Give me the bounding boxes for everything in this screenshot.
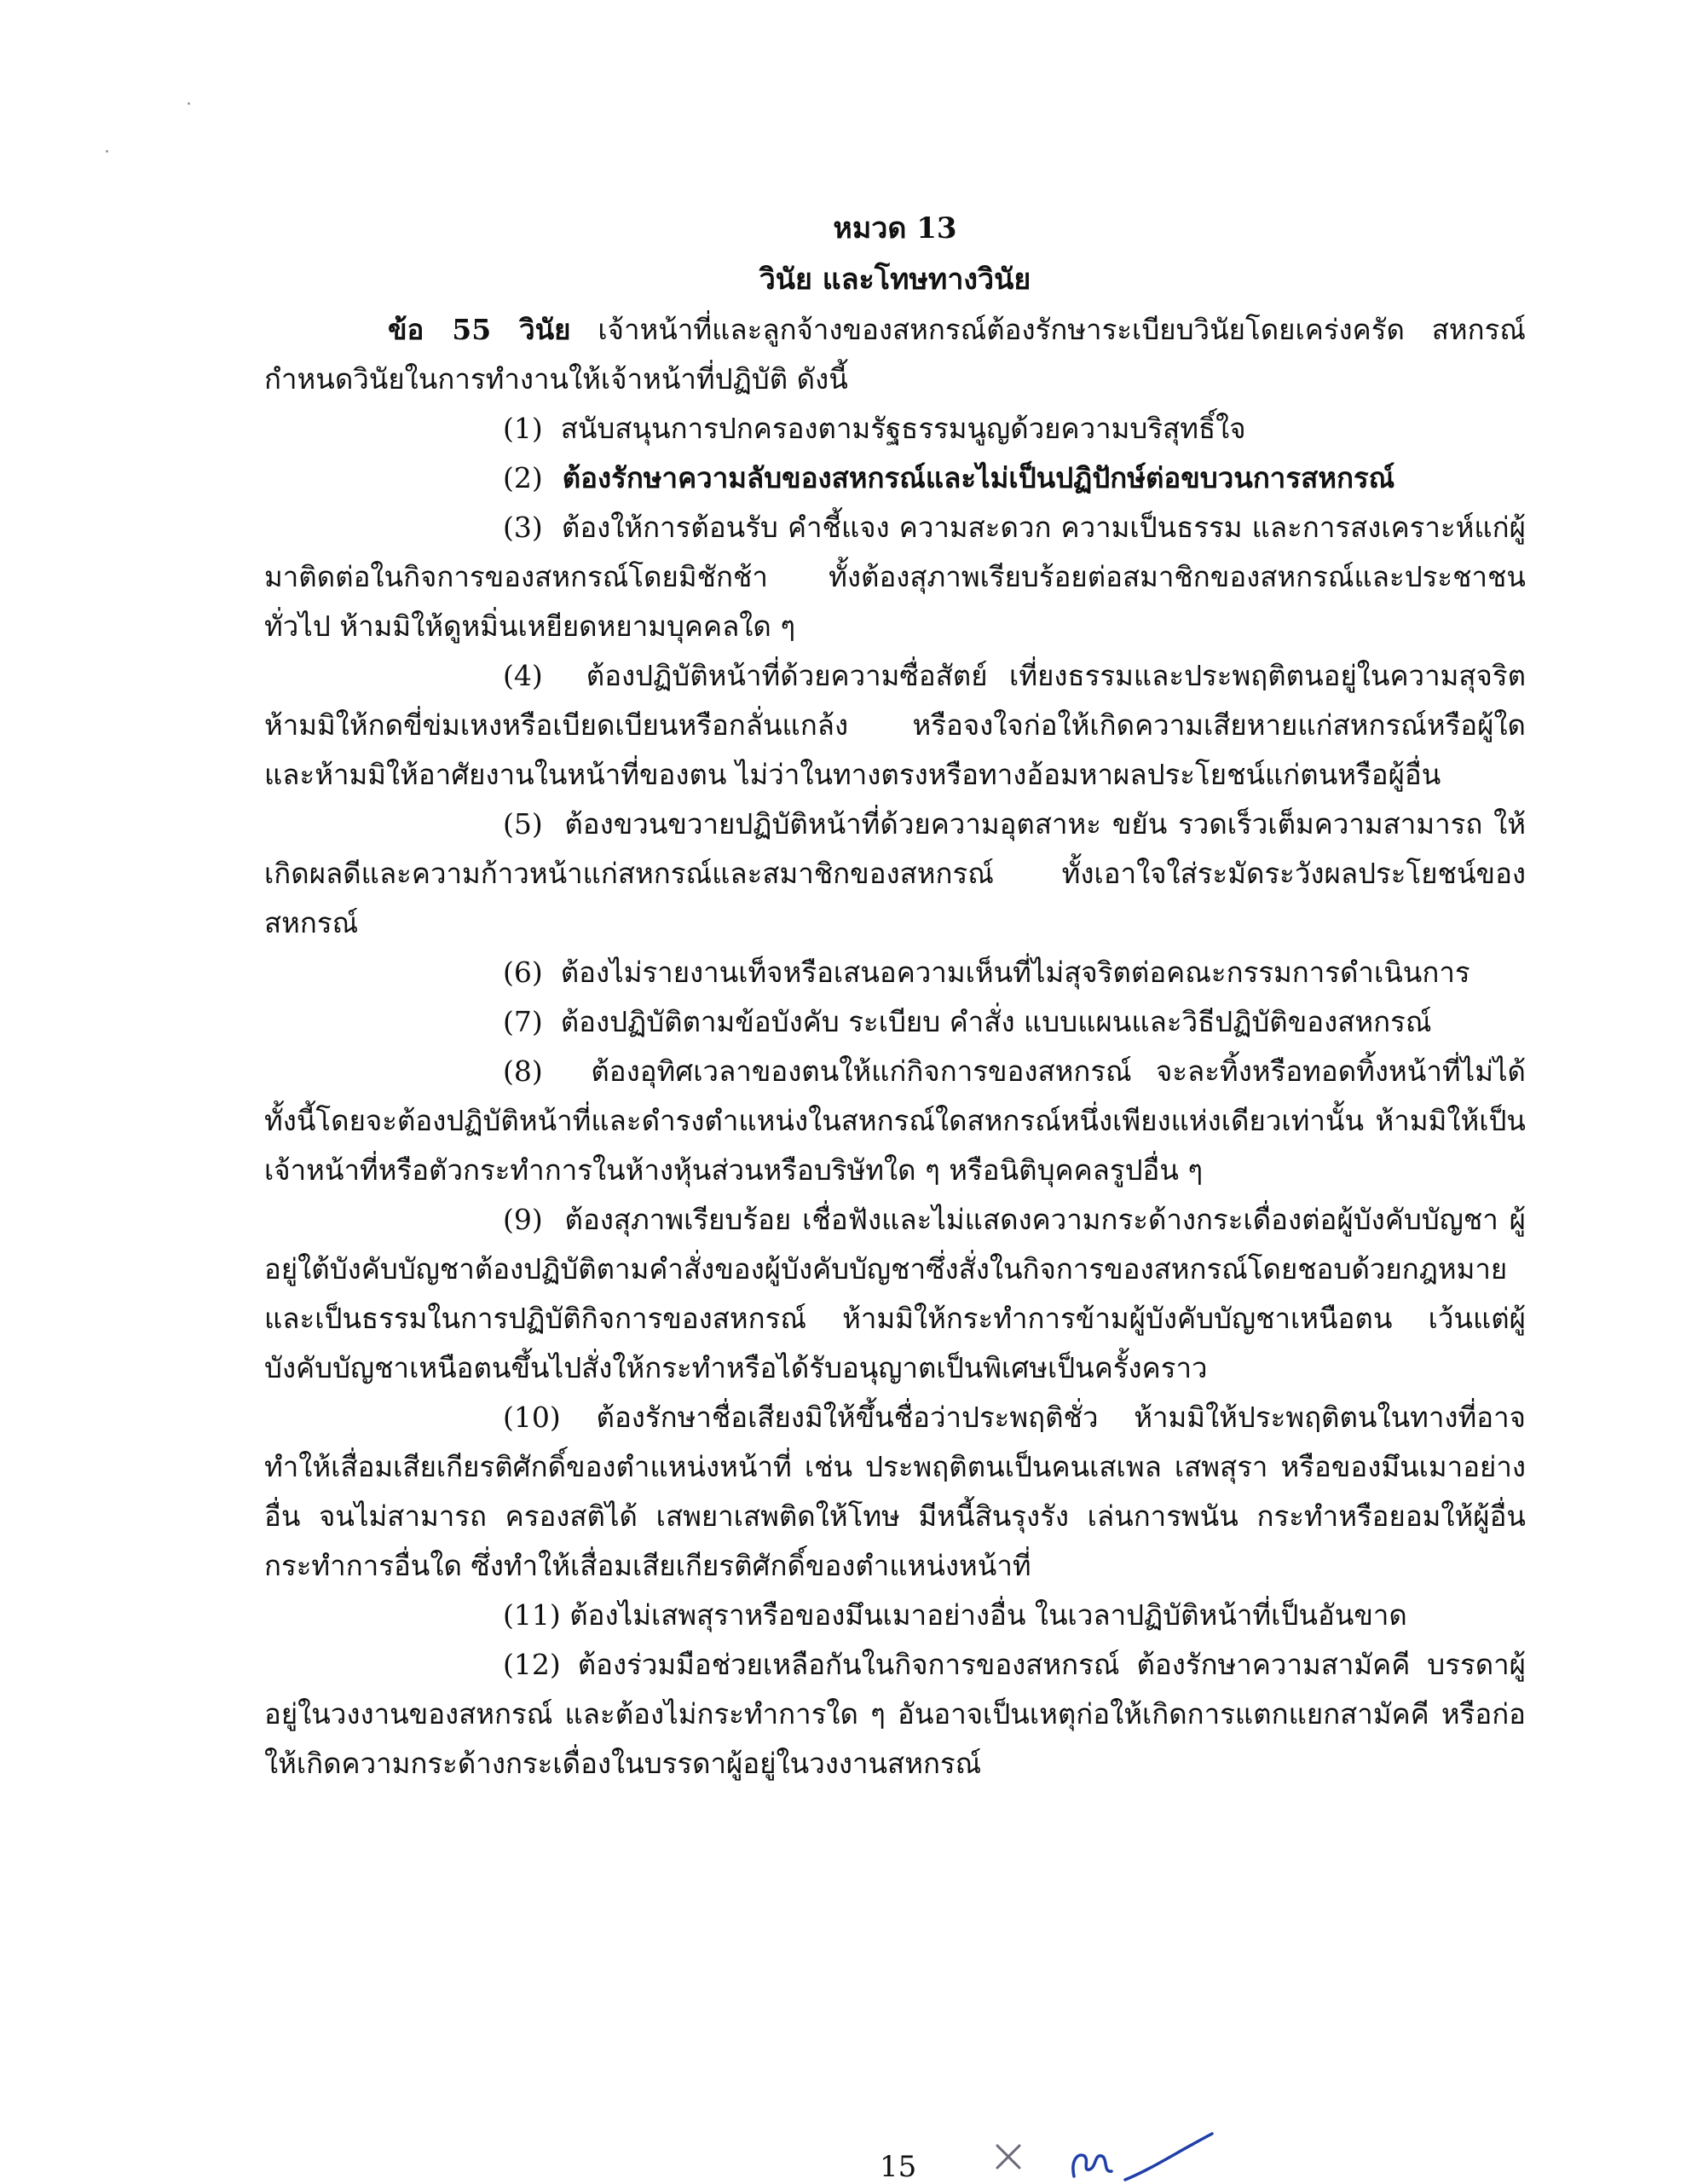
article-intro-text: เจ้าหน้าที่และลูกจ้างของสหกรณ์ต้องรักษาระเบียบวินัยโดยเคร่งครัด สหกรณ์กำหนดวินัยในการทำงานให้เจ้าหน้าที่ปฏิบัติ ดังนี้	[264, 313, 1526, 396]
item-number: (5)	[503, 807, 543, 841]
list-item	[264, 1393, 1526, 1591]
item-text: ต้องสุภาพเรียบร้อย เชื่อฟังและไม่แสดงความกระด้างกระเดื่องต่อผู้บังคับบัญชา ผู้อยู่ใต้บังคับบัญชาต้องปฏิบัติตามคำสั่งของผู้บังคับบัญชาซึ่งสั่งในกิจการของสหกรณ์โดยชอบด้วยกฎหมาย และเป็นธรรมในการปฏิบัติกิจการของสหกรณ์ ห้ามมิให้กระทำการข้ามผู้บังคับบัญชาเหนือตน เว้นแต่ผู้บังคับบัญชาเหนือตนขึ้นไปสั่งให้กระทำหรือได้รับอนุญาตเป็นพิเศษเป็นครั้งคราว	[264, 1203, 1526, 1384]
page-number: 15	[880, 2150, 917, 2184]
item-number: (12)	[503, 1648, 561, 1681]
list-item	[264, 1047, 1526, 1195]
list-item	[264, 404, 1526, 454]
scan-speck	[188, 102, 190, 105]
item-number: (1)	[503, 412, 543, 445]
list-item	[264, 503, 1526, 651]
list-item	[264, 651, 1526, 800]
list-item	[264, 800, 1526, 948]
list-item	[264, 1195, 1526, 1393]
article-heading: ข้อ 55 วินัย	[388, 313, 571, 346]
item-number: (3)	[503, 511, 543, 544]
chapter-title: วินัย และโทษทางวินัย	[759, 263, 1031, 297]
scan-speck	[106, 150, 108, 153]
list-item	[264, 948, 1526, 997]
item-text: ต้องรักษาความลับของสหกรณ์และไม่เป็นปฏิปักษ์ต่อขบวนการสหกรณ์	[562, 461, 1395, 494]
item-text: ต้องขวนขวายปฏิบัติหน้าที่ด้วยความอุตสาหะ ขยัน รวดเร็วเต็มความสามารถ ให้เกิดผลดีและความก้าวหน้าแก่สหกรณ์และสมาชิกของสหกรณ์ ทั้งเอาใจใส่ระมัดระวังผลประโยชน์ของสหกรณ์	[264, 807, 1526, 939]
item-number: (9)	[503, 1203, 543, 1236]
item-number: (10)	[503, 1401, 561, 1434]
item-text: ต้องรักษาชื่อเสียงมิให้ขึ้นชื่อว่าประพฤติชั่ว ห้ามมิให้ประพฤติตนในทางที่อาจทำให้เสื่อมเสียเกียรติศักดิ์ของตำแหน่งหน้าที่ เช่น ประพฤติตนเป็นคนเสเพล เสพสุรา หรือของมึนเมาอย่างอื่น จนไม่สามารถ ครองสติได้ เสพยาเสพติดให้โทษ มีหนี้สินรุงรัง เล่นการพนัน กระทำหรือยอมให้ผู้อื่นกระทำการอื่นใด ซึ่งทำให้เสื่อมเสียเกียรติศักดิ์ของตำแหน่งหน้าที่	[264, 1401, 1526, 1582]
chapter-number: หมวด 13	[833, 211, 957, 246]
item-text: ต้องไม่เสพสุราหรือของมึนเมาอย่างอื่น ในเวลาปฏิบัติหน้าที่เป็นอันขาด	[569, 1598, 1407, 1632]
item-text: ต้องปฏิบัติตามข้อบังคับ ระเบียบ คำสั่ง แบบแผนและวิธีปฏิบัติของสหกรณ์	[560, 1005, 1432, 1038]
item-text: ต้องร่วมมือช่วยเหลือกันในกิจการของสหกรณ์ ต้องรักษาความสามัคคี บรรดาผู้อยู่ในวงงานของสหกรณ์ และต้องไม่กระทำการใด ๆ อันอาจเป็นเหตุก่อให้เกิดการแตกแยกสามัคคี หรือก่อให้เกิดความกระด้างกระเดื่องในบรรดาผู้อยู่ในวงงานสหกรณ์	[264, 1648, 1526, 1780]
item-number: (7)	[503, 1005, 543, 1038]
item-number: (2)	[503, 461, 543, 494]
signature-mark	[989, 2127, 1244, 2182]
item-number: (6)	[503, 956, 543, 989]
item-number: (4)	[503, 659, 543, 692]
item-text: ต้องอุทิศเวลาของตนให้แก่กิจการของสหกรณ์ จะละทิ้งหรือทอดทิ้งหน้าที่ไม่ได้ ทั้งนี้โดยจะต้องปฏิบัติหน้าที่และดำรงตำแหน่งในสหกรณ์ใดสหกรณ์หนึ่งเพียงแห่งเดียวเท่านั้น ห้ามมิให้เป็นเจ้าหน้าที่หรือตัวกระทำการในห้างหุ้นส่วนหรือบริษัทใด ๆ หรือนิติบุคคลรูปอื่น ๆ	[264, 1054, 1526, 1187]
document-body	[264, 203, 1526, 1788]
item-text: ต้องให้การต้อนรับ คำชี้แจง ความสะดวก ความเป็นธรรม และการสงเคราะห์แก่ผู้มาติดต่อในกิจการของสหกรณ์โดยมิชักช้า ทั้งต้องสุภาพเรียบร้อยต่อสมาชิกของสหกรณ์และประชาชนทั่วไป ห้ามมิให้ดูหมิ่นเหยียดหยามบุคคลใด ๆ	[264, 511, 1526, 643]
list-item	[264, 997, 1526, 1047]
list-item	[264, 1591, 1526, 1640]
item-number: (8)	[503, 1054, 543, 1088]
item-text: สนับสนุนการปกครองตามรัฐธรรมนูญด้วยความบริสุทธิ์ใจ	[560, 412, 1246, 445]
article-intro	[264, 305, 1526, 404]
list-item	[264, 454, 1526, 503]
item-number: (11)	[503, 1598, 561, 1632]
item-text: ต้องปฏิบัติหน้าที่ด้วยความซื่อสัตย์ เที่ยงธรรมและประพฤติตนอยู่ในความสุจริต ห้ามมิให้กดขี่ข่มเหงหรือเบียดเบียนหรือกลั่นแกล้ง หรือจงใจก่อให้เกิดความเสียหายแก่สหกรณ์หรือผู้ใด และห้ามมิให้อาศัยงานในหน้าที่ของตน ไม่ว่าในทางตรงหรือทางอ้อมหาผลประโยชน์แก่ตนหรือผู้อื่น	[264, 659, 1527, 791]
item-text: ต้องไม่รายงานเท็จหรือเสนอความเห็นที่ไม่สุจริตต่อคณะกรรมการดำเนินการ	[560, 956, 1470, 989]
list-item	[264, 1640, 1526, 1788]
